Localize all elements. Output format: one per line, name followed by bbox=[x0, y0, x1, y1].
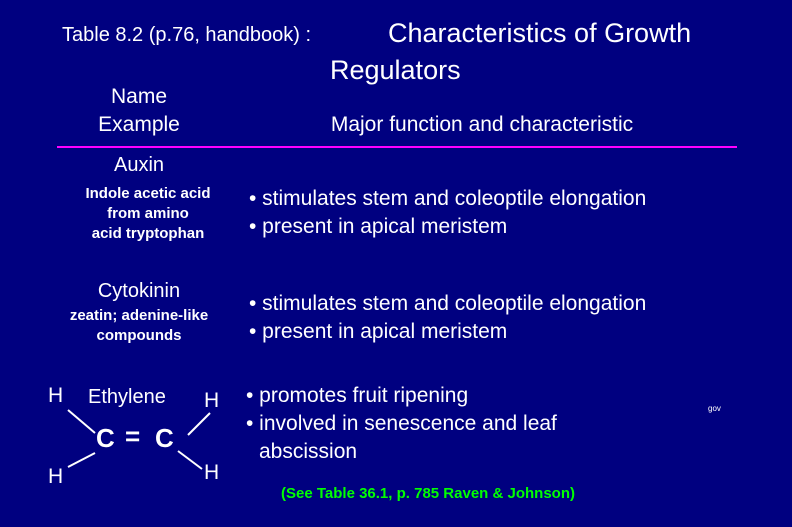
molecule-h-top-right: H bbox=[204, 389, 220, 412]
bullet-item: • involved in senescence and leaf bbox=[246, 412, 557, 435]
row-example-auxin bbox=[60, 184, 236, 244]
watermark-text: gov bbox=[708, 404, 721, 413]
header-name: Name bbox=[110, 85, 168, 108]
header-divider bbox=[57, 146, 737, 148]
example-line: Indole acetic acid bbox=[85, 185, 211, 202]
title-main-line1: Characteristics of Growth bbox=[388, 18, 692, 48]
example-line: from amino bbox=[107, 205, 189, 222]
example-line: acid tryptophan bbox=[91, 225, 205, 242]
row-name-ethylene: Ethylene bbox=[88, 386, 166, 408]
title-prefix: Table 8.2 (p.76, handbook) : bbox=[62, 24, 312, 46]
bullet-item: • stimulates stem and coleoptile elongation bbox=[249, 292, 647, 315]
header-function: Major function and characteristic bbox=[330, 113, 634, 136]
row-bullets-cytokinin bbox=[249, 290, 646, 346]
title-main-line2: Regulators bbox=[330, 55, 461, 85]
molecule-double-bond: = bbox=[125, 421, 141, 451]
bullet-item: • present in apical meristem bbox=[249, 215, 508, 238]
bullet-item: • stimulates stem and coleoptile elongation bbox=[249, 187, 647, 210]
molecule-h-top-left: H bbox=[48, 384, 64, 407]
header-example: Example bbox=[98, 113, 180, 136]
molecule-c-left: C bbox=[96, 423, 115, 453]
bullet-item-continuation: abscission bbox=[259, 440, 358, 463]
example-line: compounds bbox=[96, 327, 182, 344]
molecule-h-bottom-right: H bbox=[204, 461, 220, 484]
row-name-cytokinin: Cytokinin bbox=[97, 280, 181, 302]
reference-note: (See Table 36.1, p. 785 Raven & Johnson) bbox=[281, 485, 575, 502]
molecule-c-right: C bbox=[155, 423, 174, 453]
example-line: zeatin; adenine-like bbox=[69, 307, 209, 324]
row-bullets-ethylene bbox=[246, 382, 557, 466]
row-name-auxin: Auxin bbox=[113, 154, 165, 176]
bullet-item: • present in apical meristem bbox=[249, 320, 508, 343]
row-example-cytokinin bbox=[50, 306, 228, 346]
molecule-h-bottom-left: H bbox=[48, 465, 64, 488]
row-bullets-auxin bbox=[249, 185, 646, 241]
bullet-item: • promotes fruit ripening bbox=[246, 384, 469, 407]
